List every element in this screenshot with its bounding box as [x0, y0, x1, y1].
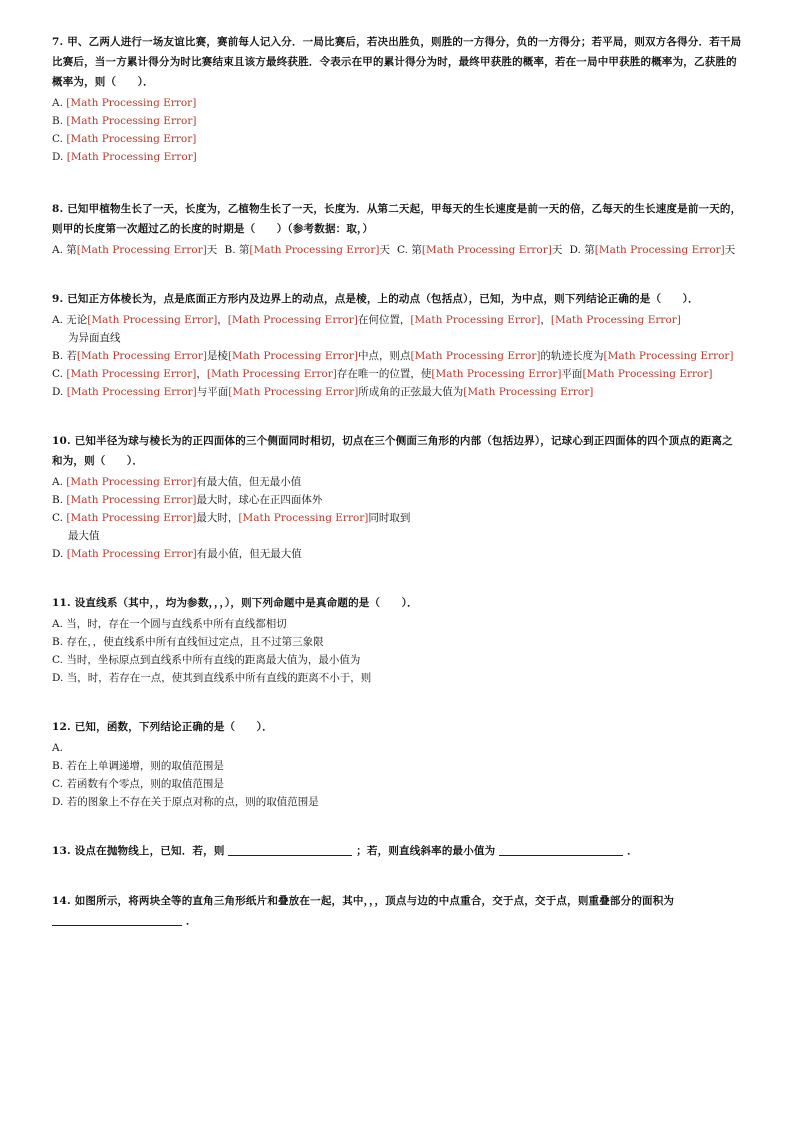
option-label: A. — [52, 97, 67, 109]
option-text: 与平面 — [196, 386, 229, 398]
math-error: [Math Processing Error] — [66, 115, 197, 127]
option-suffix: 天 — [551, 244, 563, 256]
math-error: [Math Processing Error] — [582, 368, 713, 380]
question-13-text: ． — [627, 845, 638, 857]
option-label: D. — [52, 151, 67, 163]
question-7-options — [52, 94, 742, 166]
option-label: D. — [52, 548, 67, 560]
option-text: 平面 — [561, 368, 583, 380]
option-label: A. — [52, 476, 67, 488]
math-error: [Math Processing Error] — [238, 512, 369, 524]
option-label: B. — [52, 115, 67, 127]
question-8-option-a[interactable] — [52, 241, 225, 259]
question-13-text: ；若，则直线斜率的最小值为 — [356, 845, 496, 857]
question-9-option-d[interactable] — [52, 383, 742, 401]
option-text: 同时取到最大值 — [68, 512, 411, 542]
question-12-option-c[interactable]: C. 若函数有个零点，则的取值范围是 — [52, 778, 224, 790]
option-suffix: 天 — [724, 244, 736, 256]
option-text: 是棱 — [206, 350, 228, 362]
option-text: 为异面直线 — [68, 332, 121, 344]
option-label: A. 无论 — [52, 314, 88, 326]
option-label: B. 若 — [52, 350, 77, 362]
answer-blank-1[interactable] — [228, 843, 352, 856]
math-error: [Math Processing Error] — [228, 386, 359, 398]
question-13-stem — [52, 841, 742, 861]
question-10-option-a[interactable] — [52, 473, 412, 491]
math-error: [Math Processing Error] — [76, 350, 207, 362]
option-text: ， — [196, 368, 207, 380]
math-error: [Math Processing Error] — [227, 314, 358, 326]
question-14-stem — [52, 891, 742, 931]
question-10-option-c[interactable] — [52, 509, 412, 545]
question-10-option-d[interactable] — [52, 545, 412, 563]
math-error: [Math Processing Error] — [206, 368, 337, 380]
math-error: [Math Processing Error] — [87, 314, 218, 326]
question-13-text: 13. 设点在抛物线上，已知．若，则 — [52, 845, 225, 857]
question-9-option-a[interactable] — [52, 311, 742, 347]
question-11-stem: 11. 设直线系（其中，，均为参数，，，），则下列命题中是真命题的是（ ）． — [52, 597, 418, 609]
math-error: [Math Processing Error] — [66, 548, 197, 560]
option-text: ， — [217, 314, 228, 326]
question-10-option-b[interactable] — [52, 491, 412, 509]
math-error: [Math Processing Error] — [66, 97, 197, 109]
question-8 — [52, 199, 742, 259]
question-7-option-b[interactable] — [52, 112, 742, 130]
question-14-text: 14. 如图所示，将两块全等的直角三角形纸片和叠放在一起，其中，，，顶点与边的中点重合，交于点，交于点，则重叠部分的面积为 — [52, 895, 675, 907]
question-9-stem: 9. 已知正方体棱长为，点是底面正方形内及边界上的动点，点是棱，上的动点（包括点），已知，为中点，则下列结论正确的是（ ）． — [52, 293, 699, 305]
question-14 — [52, 891, 742, 931]
option-text: 存在唯一的位置，使 — [336, 368, 432, 380]
question-14-text: ． — [185, 915, 197, 927]
question-11-option-b[interactable]: B. 存在，，使直线系中所有直线恒过定点，且不过第三象限 — [52, 636, 324, 648]
question-7-option-a[interactable] — [52, 94, 742, 112]
option-label: D. 第 — [569, 244, 595, 256]
question-12-option-a[interactable]: A. — [52, 742, 63, 754]
question-7-option-c[interactable] — [52, 130, 742, 148]
option-text: 中点，则点 — [357, 350, 411, 362]
answer-blank[interactable] — [52, 913, 182, 926]
question-10-stem: 10. 已知半径为球与棱长为的正四面体的三个侧面同时相切，切点在三个侧面三角形的内部（包括边界），记球心到正四面体的四个顶点的距离之和为，则（ ）． — [52, 435, 733, 467]
question-7 — [52, 32, 742, 166]
question-11-option-c[interactable]: C. 当时，坐标原点到直线系中所有直线的距离最大值为，最小值为 — [52, 654, 361, 666]
question-12-options — [52, 739, 742, 811]
math-error: [Math Processing Error] — [66, 512, 197, 524]
option-text: 有最小值，但无最大值 — [196, 548, 302, 560]
math-error: [Math Processing Error] — [249, 244, 380, 256]
question-12-option-b[interactable]: B. 若在上单调递增，则的取值范围是 — [52, 760, 224, 772]
math-error: [Math Processing Error] — [66, 476, 197, 488]
question-9-options — [52, 311, 742, 401]
option-label: A. 第 — [52, 244, 77, 256]
question-12-option-d[interactable]: D. 若的图象上不存在关于原点对称的点，则的取值范围是 — [52, 796, 319, 808]
question-7-stem: 7. 甲、乙两人进行一场友谊比赛，赛前每人记入分．一局比赛后，若决出胜负，则胜的一方得分，负的一方得分；若平局，则双方各得分．若干局比赛后，当一方累计得分为时比赛结束且该方最终获胜．令表示在甲的累计得分为时，最终甲获胜的概率，若在一局中甲获胜的概率为，乙获胜的概率为，则（ ）． — [52, 36, 742, 88]
question-13 — [52, 841, 742, 861]
option-text: 的轨迹长度为 — [540, 350, 604, 362]
option-text: 有最大值，但无最小值 — [196, 476, 302, 488]
math-error: [Math Processing Error] — [66, 386, 197, 398]
question-9 — [52, 289, 742, 401]
option-text: 最大时，球心在正四面体外 — [196, 494, 323, 506]
question-10 — [52, 431, 742, 563]
math-error: [Math Processing Error] — [410, 314, 541, 326]
math-error: [Math Processing Error] — [227, 350, 358, 362]
question-12-stem: 12. 已知，函数，下列结论正确的是（ ）． — [52, 721, 273, 733]
question-12 — [52, 717, 742, 811]
question-8-option-b[interactable] — [225, 241, 398, 259]
math-error: [Math Processing Error] — [66, 151, 197, 163]
question-9-option-c[interactable] — [52, 365, 742, 383]
math-error: [Math Processing Error] — [594, 244, 725, 256]
option-suffix: 天 — [379, 244, 390, 256]
math-error: [Math Processing Error] — [421, 244, 552, 256]
option-label: B. — [52, 494, 67, 506]
option-text: ， — [540, 314, 551, 326]
math-error: [Math Processing Error] — [431, 368, 562, 380]
option-label: C. — [52, 133, 67, 145]
question-10-options — [52, 473, 742, 563]
question-9-option-b[interactable] — [52, 347, 742, 365]
option-text: 在何位置， — [357, 314, 411, 326]
math-error: [Math Processing Error] — [76, 244, 207, 256]
option-label: C. 第 — [397, 244, 422, 256]
option-text: 所成角的正弦最大值为 — [358, 386, 464, 398]
question-11 — [52, 593, 742, 687]
question-11-options — [52, 615, 742, 687]
math-error: [Math Processing Error] — [66, 494, 197, 506]
option-text: 最大时， — [196, 512, 239, 524]
math-error: [Math Processing Error] — [410, 350, 541, 362]
question-8-option-c[interactable] — [397, 241, 570, 259]
question-11-option-a[interactable]: A. 当，时，存在一个圆与直线系中所有直线都相切 — [52, 618, 287, 630]
math-error: [Math Processing Error] — [463, 386, 594, 398]
option-label: B. 第 — [224, 244, 250, 256]
math-error: [Math Processing Error] — [603, 350, 734, 362]
math-error: [Math Processing Error] — [550, 314, 681, 326]
question-7-option-d[interactable] — [52, 148, 742, 166]
math-error: [Math Processing Error] — [66, 368, 197, 380]
answer-blank-2[interactable] — [499, 843, 623, 856]
option-label: C. — [52, 512, 67, 524]
option-label: C. — [52, 368, 67, 380]
math-error: [Math Processing Error] — [66, 133, 197, 145]
question-8-option-d[interactable] — [570, 241, 743, 259]
option-label: D. — [52, 386, 67, 398]
question-8-options — [52, 241, 742, 259]
exam-page — [52, 32, 742, 931]
question-11-option-d[interactable]: D. 当，时，若存在一点，使其到直线系中所有直线的距离不小于，则 — [52, 672, 372, 684]
option-suffix: 天 — [206, 244, 218, 256]
question-8-stem: 8. 已知甲植物生长了一天，长度为，乙植物生长了一天，长度为．从第二天起，甲每天的生长速度是前一天的倍，乙每天的生长速度是前一天的，则甲的长度第一次超过乙的长度的时期是（ ）（参考数据：取，） — [52, 203, 742, 235]
